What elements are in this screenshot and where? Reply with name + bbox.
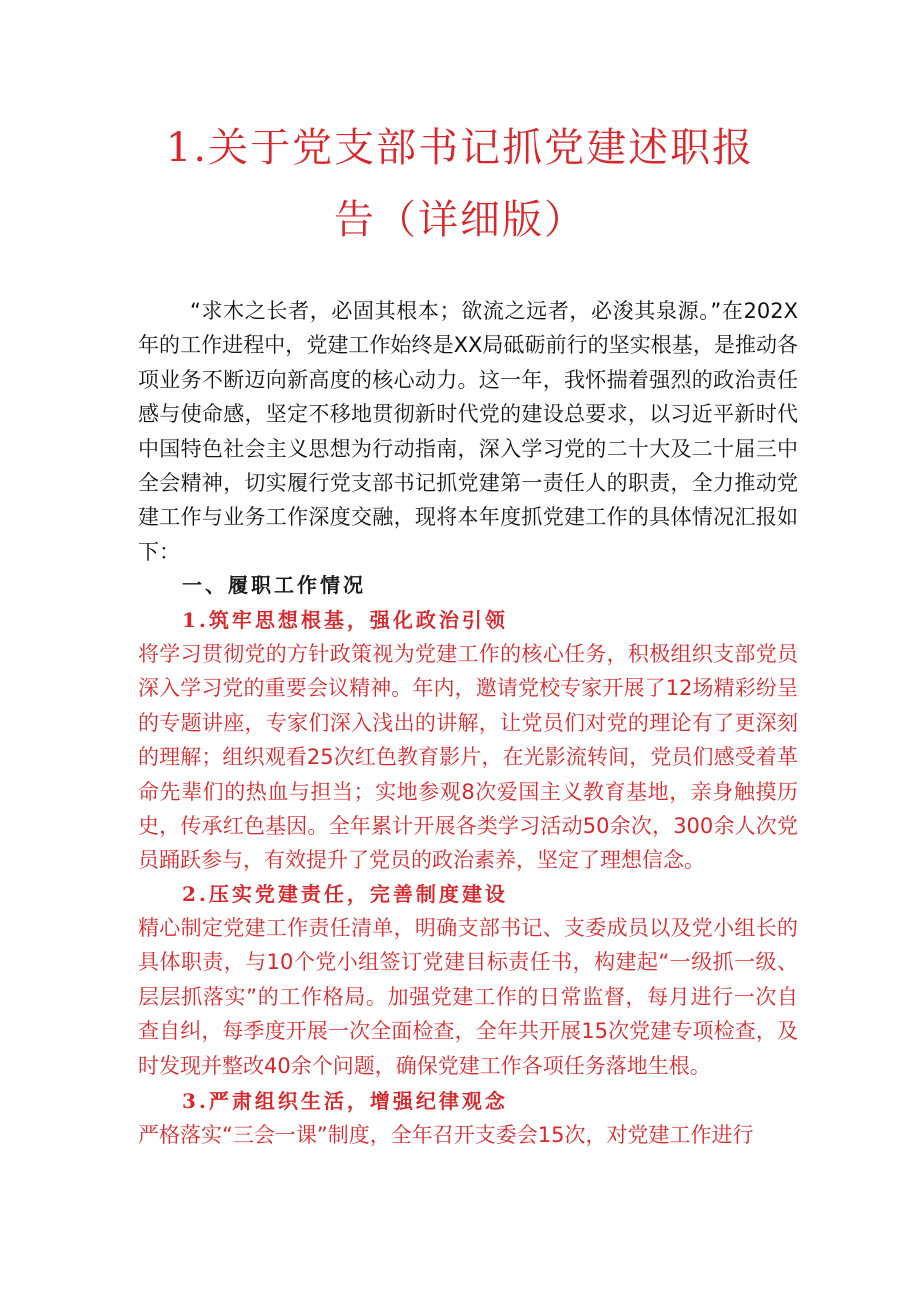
subsection-2-heading: 2.压实党建责任，完善制度建设 — [182, 882, 508, 906]
intro-paragraph: “求木之长者，必固其根本；欲流之远者，必浚其泉源。”在202X年的工作进程中，党建工作始终是XX局砥砺前行的坚实根基，是推动各项业务不断迈向新高度的核心动力。这一年，我怀揣着强烈的政治责任感与使命感，坚定不移地贯彻新时代党的建设总要求，以习近平新时代中国特色社会主义思想为行动指南，深入学习党的二十大及二十届三中全会精神，切实履行党支部书记抓党建第一责任人的职责，全力推动党建工作与业务工作深度交融，现将本年度抓党建工作的具体情况汇报如下： — [138, 299, 798, 564]
document-title-line-1: 1.关于党支部书记抓党建述职报 — [165, 125, 755, 171]
subsection-2-paragraph: 精心制定党建工作责任清单，明确支部书记、支委成员以及党小组长的具体职责，与10个党小组签订党建目标责任书，构建起“一级抓一级、层层抓落实”的工作格局。加强党建工作的日常监督，每月进行一次自查自纠，每季度开展一次全面检查，全年共开展15次党建专项检查，及时发现并整改40余个问题，确保党建工作各项任务落地生根。 — [138, 916, 798, 1078]
document-title-line-2: 告（详细版） — [334, 197, 586, 243]
section-heading: 一、履职工作情况 — [182, 573, 366, 597]
subsection-3-paragraph: 严格落实“三会一课”制度，全年召开支委会15次，对党建工作进行 — [138, 1123, 754, 1147]
subsection-1-heading: 1.筑牢思想根基，强化政治引领 — [182, 608, 508, 632]
subsection-1-paragraph: 将学习贯彻党的方针政策视为党建工作的核心任务，积极组织支部党员深入学习党的重要会议精神。年内，邀请党校专家开展了12场精彩纷呈的专题讲座，专家们深入浅出的讲解，让党员们对党的理论有了更深刻的理解；组织观看25次红色教育影片，在光影流转间，党员们感受着革命先辈们的热血与担当；实地参观8次爱国主义教育基地，亲身触摸历史，传承红色基因。全年累计开展各类学习活动50余次，300余人次党员踊跃参与，有效提升了党员的政治素养，坚定了理想信念。 — [138, 642, 798, 873]
subsection-3-heading: 3.严肃组织生活，增强纪律观念 — [182, 1089, 508, 1113]
